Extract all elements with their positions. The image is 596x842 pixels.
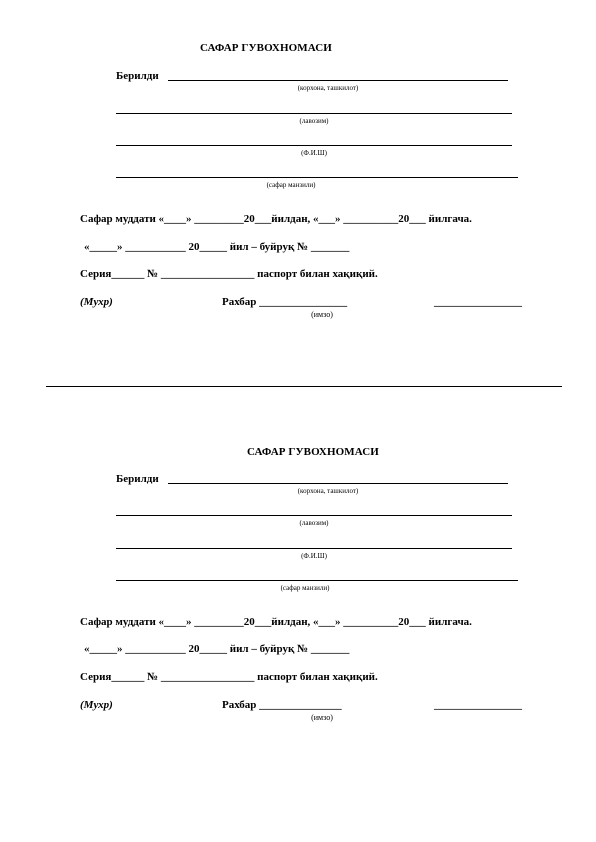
cut-separator-line	[46, 386, 562, 387]
passport-line: Серия______ № _________________ паспорт билан хақиқий.	[80, 671, 378, 683]
organization-caption: (корхона, ташкилот)	[297, 84, 359, 92]
duration-line: Сафар муддати «____» _________20___йилдан, «___» __________20___ йилгача.	[80, 616, 472, 628]
position-caption: (лавозим)	[299, 117, 329, 125]
form-title: САФАР ГУВОХНОМАСИ	[200, 42, 332, 54]
signature-caption: (имзо)	[311, 310, 333, 319]
organization-caption: (корхона, ташкилот)	[297, 487, 359, 495]
passport-line: Серия______ № _________________ паспорт билан хақиқий.	[80, 268, 378, 280]
head-signature-label: Рахбар ________________	[222, 296, 348, 308]
destination-caption: (сафар манзили)	[280, 584, 330, 592]
issued-to-label: Берилди	[116, 473, 159, 485]
position-line[interactable]	[116, 515, 512, 516]
duration-line: Сафар муддати «____» _________20___йилдан, «___» __________20___ йилгача.	[80, 213, 472, 225]
full-name-line[interactable]	[116, 145, 512, 146]
signature-line[interactable]: ________________	[434, 699, 522, 711]
order-line: «_____» ___________ 20_____ йил – буйруқ № _______	[84, 643, 350, 655]
destination-line[interactable]	[116, 177, 518, 178]
head-signature-label: Рахбар _______________	[222, 699, 342, 711]
full-name-caption: (Ф.И.Ш)	[301, 149, 327, 157]
stamp-label: (Мухр)	[80, 296, 113, 308]
issued-to-label: Берилди	[116, 70, 159, 82]
position-caption: (лавозим)	[299, 519, 329, 527]
stamp-label: (Мухр)	[80, 699, 113, 711]
full-name-caption: (Ф.И.Ш)	[301, 552, 327, 560]
signature-caption: (имзо)	[311, 713, 333, 722]
organization-line[interactable]	[168, 80, 508, 81]
full-name-line[interactable]	[116, 548, 512, 549]
position-line[interactable]	[116, 113, 512, 114]
organization-line[interactable]	[168, 483, 508, 484]
destination-caption: (сафар манзили)	[266, 181, 316, 189]
order-line: «_____» ___________ 20_____ йил – буйруқ № _______	[84, 241, 350, 253]
form-title: САФАР ГУВОХНОМАСИ	[247, 446, 379, 458]
destination-line[interactable]	[116, 580, 518, 581]
signature-line[interactable]: ________________	[434, 296, 522, 308]
